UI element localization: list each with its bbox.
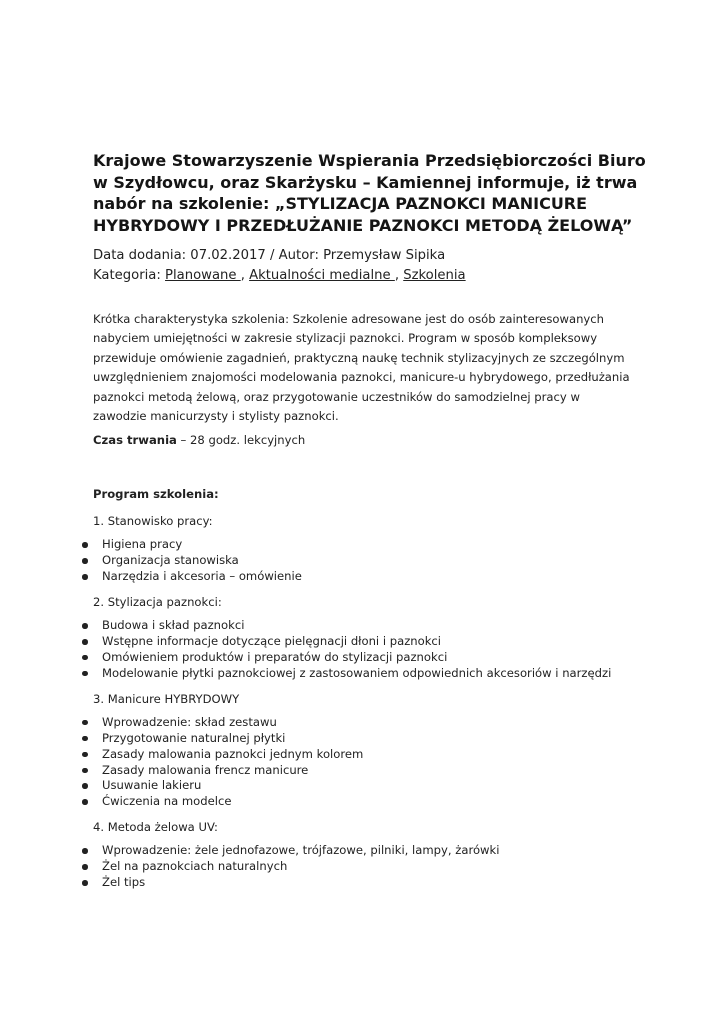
section-heading: 3. Manicure HYBRYDOWY [93,691,240,706]
list-item [80,634,633,650]
bullet-icon [82,848,88,854]
bullet-icon [82,639,88,645]
bullet-icon [82,574,88,580]
list-item [80,650,633,666]
article-meta [93,246,466,285]
bullet-icon [82,736,88,742]
list-item [80,731,633,747]
list-item-text: Zasady malowania frencz manicure [102,762,309,777]
list-item [80,859,633,875]
list-item-text: Przygotowanie naturalnej płytki [102,730,286,745]
bullet-list [80,715,633,810]
article-title: Krajowe Stowarzyszenie Wspierania Przedsiębiorczości Biuro w Szydłowcu, oraz Skarżysku – Kamiennej informuje, iż trwa nabór na szkolenie: „STYLIZACJA PAZNOKCI MANICURE HYBRYDOWY I PRZEDŁUŻANIE PAZNOKCI METODĄ ŻELOWĄ” [93,151,646,235]
date-author-line: Data dodania: 07.02.2017 / Autor: Przemysław Sipika [93,248,446,263]
section-heading: 2. Stylizacja paznokci: [93,595,222,610]
bullet-list [80,843,633,891]
list-item [80,778,633,794]
list-item-text: Żel na paznokciach naturalnych [102,859,288,874]
list-item [80,618,633,634]
category-line [93,266,466,286]
bullet-icon [82,768,88,774]
category-link-szkolenia[interactable]: Szkolenia [403,267,466,283]
bullet-icon [82,880,88,886]
bullet-icon [82,752,88,758]
bullet-icon [82,799,88,805]
category-label: Kategoria: [93,267,166,283]
program-section [93,593,633,682]
list-item-text: Modelowanie płytki paznokciowej z zastosowaniem odpowiednich akcesoriów i narzędzi [102,665,612,680]
bullet-list [80,618,633,682]
list-item [80,715,633,731]
bullet-icon [82,542,88,548]
bullet-icon [82,655,88,661]
list-item-text: Budowa i skład paznokci [102,618,245,633]
section-heading: 1. Stanowisko pracy: [93,514,213,529]
list-item [80,553,633,569]
list-item [80,763,633,779]
list-item-text: Żel tips [102,875,146,890]
list-item-text: Usuwanie lakieru [102,778,202,793]
intro-paragraph: Krótka charakterystyka szkolenia: Szkolenie adresowane jest do osób zainteresowanych nabyciem umiejętności w zakresie stylizacji paznokci. Program w sposób kompleksowy przewiduje omówienie zagadnień, praktyczną naukę technik stylizacyjnych ze szczególnym uwzględnieniem znajomości modelowania paznokci, manicure-u hybrydowego, przedłużania paznokci metodą żelową, oraz przygotowanie uczestników do samodzielnej pracy w zawodzie manicurzysty i stylisty paznokci. [93,312,630,424]
list-item-text: Wprowadzenie: skład zestawu [102,714,277,729]
list-item-text: Wprowadzenie: żele jednofazowe, trójfazowe, pilniki, lampy, żarówki [102,843,500,858]
program-heading: Program szkolenia: [93,487,219,502]
program-section [93,512,633,585]
list-item-text: Wstępne informacje dotyczące pielęgnacji dłoni i paznokci [102,634,442,649]
list-item-text: Higiena pracy [102,537,183,552]
list-item [80,875,633,891]
list-item-text: Zasady malowania paznokci jednym kolorem [102,746,364,761]
list-item [80,843,633,859]
bullet-icon [82,783,88,789]
program-section [93,818,633,891]
bullet-icon [82,671,88,677]
list-item-text: Omówieniem produktów i preparatów do stylizacji paznokci [102,649,448,664]
program-section [93,690,633,810]
duration-value: – 28 godz. lekcyjnych [176,433,306,448]
list-item [80,666,633,682]
list-item [80,569,633,585]
list-item-text: Organizacja stanowiska [102,553,239,568]
duration-label: Czas trwania [93,433,177,448]
bullet-icon [82,864,88,870]
list-item-text: Narzędzia i akcesoria – omówienie [102,569,302,584]
duration-line [93,431,633,450]
bullet-icon [82,558,88,564]
category-link-aktualnosci[interactable]: Aktualności medialne [249,267,395,283]
category-separator: , [394,267,404,283]
bullet-icon [82,623,88,629]
bullet-list [80,537,633,585]
list-item [80,747,633,763]
list-item [80,794,633,810]
list-item-text: Ćwiczenia na modelce [102,794,232,809]
category-link-planowane[interactable]: Planowane [165,267,241,283]
section-heading: 4. Metoda żelowa UV: [93,820,218,835]
article-body [93,310,633,891]
category-separator: , [240,267,250,283]
bullet-icon [82,720,88,726]
list-item [80,537,633,553]
